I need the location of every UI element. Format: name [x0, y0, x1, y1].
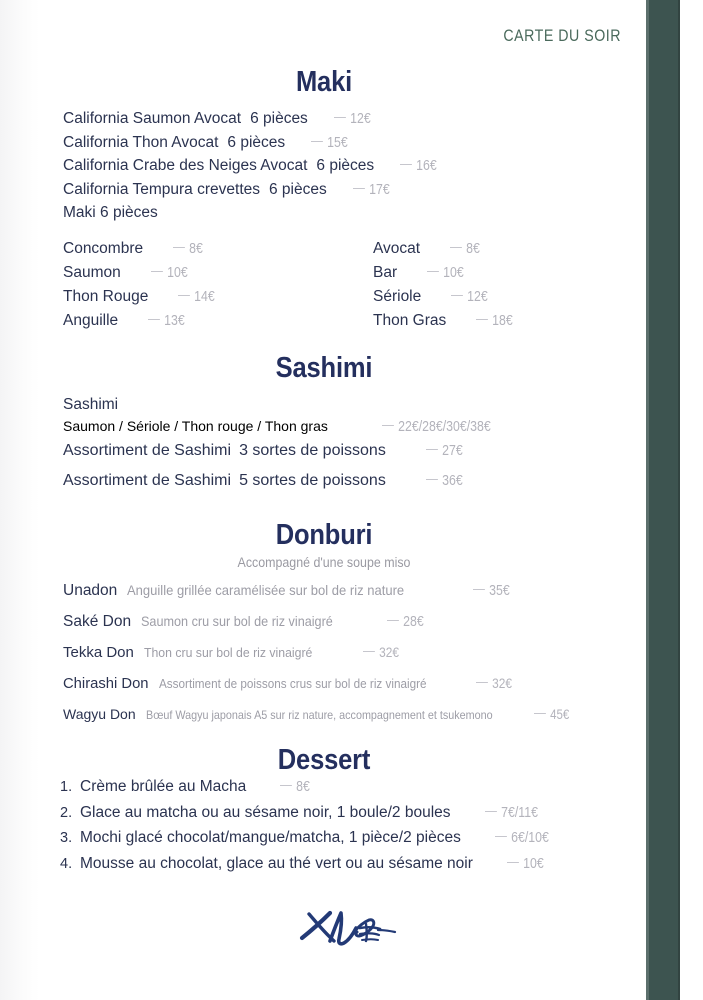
item-price: 27€ [426, 443, 463, 459]
dessert-item-list [60, 778, 630, 880]
item-price: 16€ [400, 158, 437, 174]
item-price: 15€ [311, 135, 348, 151]
donburi-item-list [63, 582, 633, 737]
menu-item-row [63, 644, 633, 675]
item-price: 7€/11€ [485, 805, 538, 821]
menu-item-row [60, 778, 630, 804]
item-price: 12€ [334, 111, 371, 127]
menu-item-row [63, 312, 373, 336]
item-qty: 6 pièces [316, 157, 375, 174]
menu-item-row [63, 613, 633, 644]
item-name: Mousse au chocolat, glace au thé vert ou au sésame noir [80, 854, 473, 872]
item-name: Concombre [63, 240, 144, 257]
item-name: Crème brûlée au Macha [80, 778, 247, 795]
item-name: California Tempura crevettes [63, 180, 260, 198]
menu-item-row [63, 157, 623, 181]
menu-item-row [63, 134, 623, 158]
item-name: Assortiment de Sashimi [63, 442, 232, 459]
item-price: 45€ [534, 707, 569, 722]
section-title-maki: Maki [295, 66, 353, 98]
item-name: California Crabe des Neiges Avocat [63, 157, 308, 174]
item-name: Thon Gras [373, 312, 447, 329]
menu-item-row [63, 288, 373, 312]
item-desc: Bœuf Wagyu japonais A5 sur riz nature, accompagnement et tsukemono [145, 709, 493, 722]
item-name: Thon Rouge [63, 288, 149, 305]
menu-item-row [63, 442, 623, 472]
item-price: 36€ [426, 473, 463, 489]
item-name: Assortiment de Sashimi [63, 472, 232, 489]
item-price: 17€ [353, 182, 390, 198]
item-name: Saké Don [63, 613, 132, 630]
item-qty: 3 sortes de poissons [239, 442, 386, 459]
page-right-margin [680, 0, 703, 1000]
item-price: 6€/10€ [495, 830, 549, 846]
green-spine-bar [646, 0, 680, 1000]
menu-item-row [60, 829, 630, 855]
item-price: 10€ [507, 856, 544, 872]
item-price: 10€ [151, 265, 188, 281]
item-name: Anguille [63, 312, 119, 329]
maki-two-column-list [63, 240, 623, 336]
item-name: California Thon Avocat [63, 133, 219, 151]
item-name: Wagyu Don [63, 706, 136, 722]
donburi-subtitle: Accompagné d'une soupe miso [237, 555, 411, 570]
item-qty: 6 pièces [269, 180, 327, 198]
maki-column-left [63, 240, 373, 336]
item-price: 13€ [148, 313, 185, 329]
menu-item-row [63, 472, 623, 502]
menu-item-row [63, 418, 623, 442]
signature-icon [296, 900, 416, 960]
menu-item-row [373, 312, 623, 336]
item-qty: 6 pièces [250, 110, 308, 127]
item-name: Unadon [63, 582, 118, 599]
menu-item-row [63, 706, 633, 737]
section-title-donburi: Donburi [275, 519, 373, 551]
menu-item-row [373, 240, 623, 264]
item-price: 8€ [280, 779, 310, 795]
item-name: California Saumon Avocat [63, 110, 242, 127]
menu-item-row [373, 288, 623, 312]
item-name: Maki 6 pièces [63, 204, 158, 221]
item-price: 32€ [363, 644, 399, 660]
maki-item-list [63, 110, 623, 228]
item-desc: Anguille grillée caramélisée sur bol de riz nature [127, 582, 405, 598]
item-name: Sériole [373, 288, 422, 305]
item-price: 12€ [451, 289, 488, 305]
menu-item-row [60, 855, 630, 881]
item-price: 22€/28€/30€/38€ [382, 419, 491, 435]
sashimi-item-list [63, 396, 623, 502]
restaurant-signature [296, 900, 416, 960]
item-price: 35€ [473, 583, 510, 599]
item-name: Tekka Don [63, 644, 134, 661]
item-price: 18€ [476, 313, 513, 329]
item-price: 8€ [450, 241, 480, 257]
item-name: Mochi glacé chocolat/mangue/matcha, 1 pièce/2 pièces [80, 829, 461, 846]
item-qty: 6 pièces [227, 133, 286, 151]
item-name: Bar [373, 264, 398, 281]
item-price: 10€ [427, 265, 464, 281]
menu-item-row [63, 264, 373, 288]
item-price: 8€ [173, 241, 203, 257]
maki-column-right [373, 240, 623, 336]
item-desc: Assortiment de poissons crus sur bol de riz vinaigré [158, 677, 427, 691]
item-number: 2. [60, 804, 73, 821]
section-title-sashimi: Sashimi [275, 352, 373, 384]
item-price: 28€ [387, 614, 424, 630]
section-title-dessert: Dessert [277, 744, 371, 776]
item-name: Sashimi [63, 396, 119, 413]
item-name: Saumon [63, 264, 121, 281]
menu-item-row [63, 240, 373, 264]
item-number: 1. [60, 779, 73, 795]
item-number: 3. [60, 830, 73, 846]
menu-item-row [63, 675, 633, 706]
carte-du-soir-header: CARTE DU SOIR [503, 27, 621, 45]
menu-item-row [373, 264, 623, 288]
item-number: 4. [60, 855, 73, 872]
item-desc: Saumon / Sériole / Thon rouge / Thon gras [63, 418, 328, 434]
item-name: Glace au matcha ou au sésame noir, 1 boule/2 boules [80, 803, 451, 821]
item-price: 14€ [178, 289, 215, 305]
menu-item-row [63, 181, 623, 205]
paper-left-shading [0, 0, 40, 1000]
item-desc: Thon cru sur bol de riz vinaigré [143, 645, 313, 660]
menu-item-row [63, 204, 623, 228]
item-name: Avocat [373, 240, 421, 257]
item-qty: 5 sortes de poissons [239, 472, 386, 489]
menu-item-row [63, 582, 633, 613]
menu-item-row [63, 110, 623, 134]
item-name: Chirashi Don [63, 676, 149, 692]
menu-item-row [60, 804, 630, 830]
item-desc: Saumon cru sur bol de riz vinaigré [141, 614, 333, 629]
item-price: 32€ [476, 675, 512, 691]
